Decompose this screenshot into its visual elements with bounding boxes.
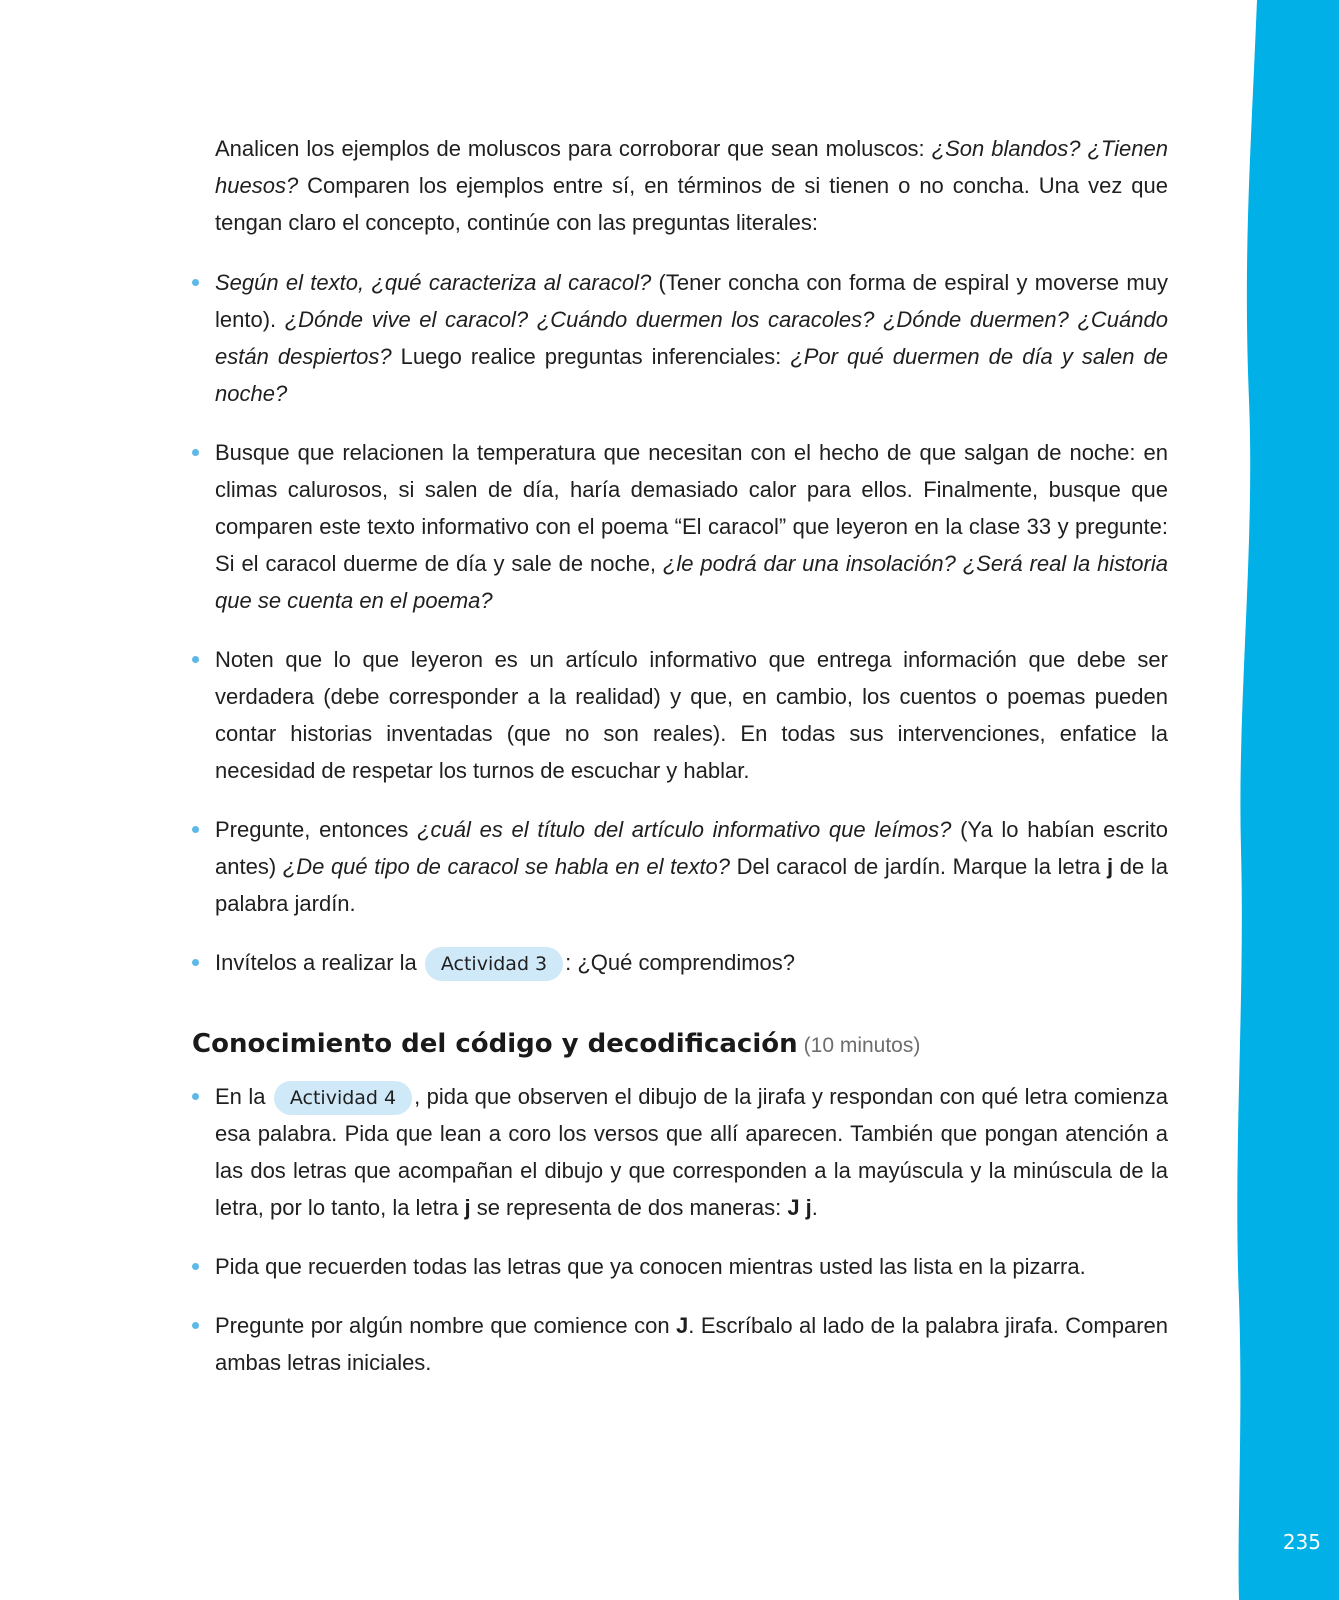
bullet-item (192, 1078, 1168, 1226)
text-segment: . Escríbalo al lado de la palabra jirafa. Comparen ambas letras iniciales. (215, 1313, 1168, 1375)
bullet-dot-icon (192, 1093, 199, 1100)
bullet-dot-icon (192, 656, 199, 663)
bullet-item (192, 264, 1168, 412)
text-segment: Noten que lo que leyeron es un artículo informativo que entrega información que debe ser verdadera (debe corresponder a la realidad) y que, en cambio, los cuentos o poemas pueden contar historias inventadas (que no son reales). En todas sus intervenciones, enfatice la necesidad de respetar los turnos de escuchar y hablar. (215, 647, 1168, 783)
italic-question: ¿Son blandos? ¿Tienen huesos? (215, 136, 1169, 198)
bold-letter: J j (787, 1195, 812, 1220)
italic-question: ¿cuál es el título del artículo informativo que leímos? (417, 817, 952, 842)
text-segment: : ¿Qué comprendimos? (565, 950, 796, 975)
bullet-dot-icon (192, 1263, 199, 1270)
bold-letter: j (1107, 854, 1114, 879)
text-segment: Luego realice preguntas inferenciales: (391, 344, 791, 369)
bullet-dot-icon (192, 449, 199, 456)
section-heading (192, 1026, 1168, 1064)
bullet-item (192, 944, 1168, 981)
activity-4-badge: Actividad 4 (274, 1081, 412, 1115)
text-segment: En la (215, 1084, 272, 1109)
activity-3-badge: Actividad 3 (425, 947, 563, 981)
text-segment: Analicen los ejemplos de moluscos para corroborar que sean moluscos: (215, 136, 932, 161)
bullet-dot-icon (192, 1322, 199, 1329)
text-segment: . (811, 1195, 818, 1220)
text-segment: Pregunte, entonces (215, 817, 418, 842)
italic-question: ¿De qué tipo de caracol se habla en el texto? (282, 854, 731, 879)
text-segment: , pida que observen el dibujo de la jirafa y respondan con qué letra comienza esa palabra. Pida que lean a coro los versos que allí aparecen. También que pongan atención a las dos letras que acompañan el dibujo y que corresponden a la mayúscula y la minúscula de la letra, por lo tanto, la letra (215, 1084, 1168, 1220)
text-segment: se representa de dos maneras: (470, 1195, 788, 1220)
section-duration: (10 minutos) (803, 1034, 921, 1057)
section-title: Conocimiento del código y decodificación (192, 1029, 798, 1059)
intro-paragraph (215, 130, 1168, 241)
side-band-shape (1237, 0, 1339, 1600)
bullet-dot-icon (192, 959, 199, 966)
page-number: 235 (1282, 1530, 1321, 1554)
bold-letter: J (676, 1313, 689, 1338)
text-segment: de la palabra jardín. (215, 854, 1168, 916)
italic-question: ¿le podrá dar una insolación? ¿Será real la historia que se cuenta en el poema? (215, 551, 1168, 613)
bullet-item (192, 811, 1168, 922)
text-segment: Busque que relacionen la temperatura que necesitan con el hecho de que salgan de noche: en climas calurosos, si salen de día, haría demasiado calor para ellos. Finalmente, busque que comparen este texto informativo con el poema “El caracol” que leyeron en la clase 33 y pregunte: Si el caracol duerme de día y sale de noche, (215, 440, 1168, 576)
text-segment: Pida que recuerden todas las letras que ya conocen mientras usted las lista en la pizarra. (215, 1254, 1086, 1279)
text-segment: (Ya lo habían escrito antes) (215, 817, 1168, 879)
bold-letter: j (464, 1195, 471, 1220)
italic-question: Según el texto, ¿qué caracteriza al caracol? (215, 270, 652, 295)
italic-question: ¿Por qué duermen de día y salen de noche? (215, 344, 1168, 406)
bullet-item (192, 1307, 1168, 1381)
text-segment: Pregunte por algún nombre que comience con (215, 1313, 677, 1338)
bullet-dot-icon (192, 826, 199, 833)
bullet-item (192, 641, 1168, 789)
text-segment: Invítelos a realizar la (215, 950, 423, 975)
bullet-dot-icon (192, 279, 199, 286)
text-segment: Del caracol de jardín. Marque la letra (730, 854, 1108, 879)
text-segment: Comparen los ejemplos entre sí, en términos de si tienen o no concha. Una vez que tengan claro el concepto, continúe con las preguntas literales: (215, 173, 1168, 235)
bullet-item (192, 1248, 1168, 1285)
text-segment: (Tener concha con forma de espiral y moverse muy lento). (215, 270, 1168, 332)
italic-question: ¿Dónde vive el caracol? ¿Cuándo duermen los caracoles? ¿Dónde duermen? ¿Cuándo están despiertos? (215, 307, 1168, 369)
side-band (1229, 0, 1339, 1600)
page-content (192, 130, 1168, 1403)
bullet-item (192, 434, 1168, 619)
